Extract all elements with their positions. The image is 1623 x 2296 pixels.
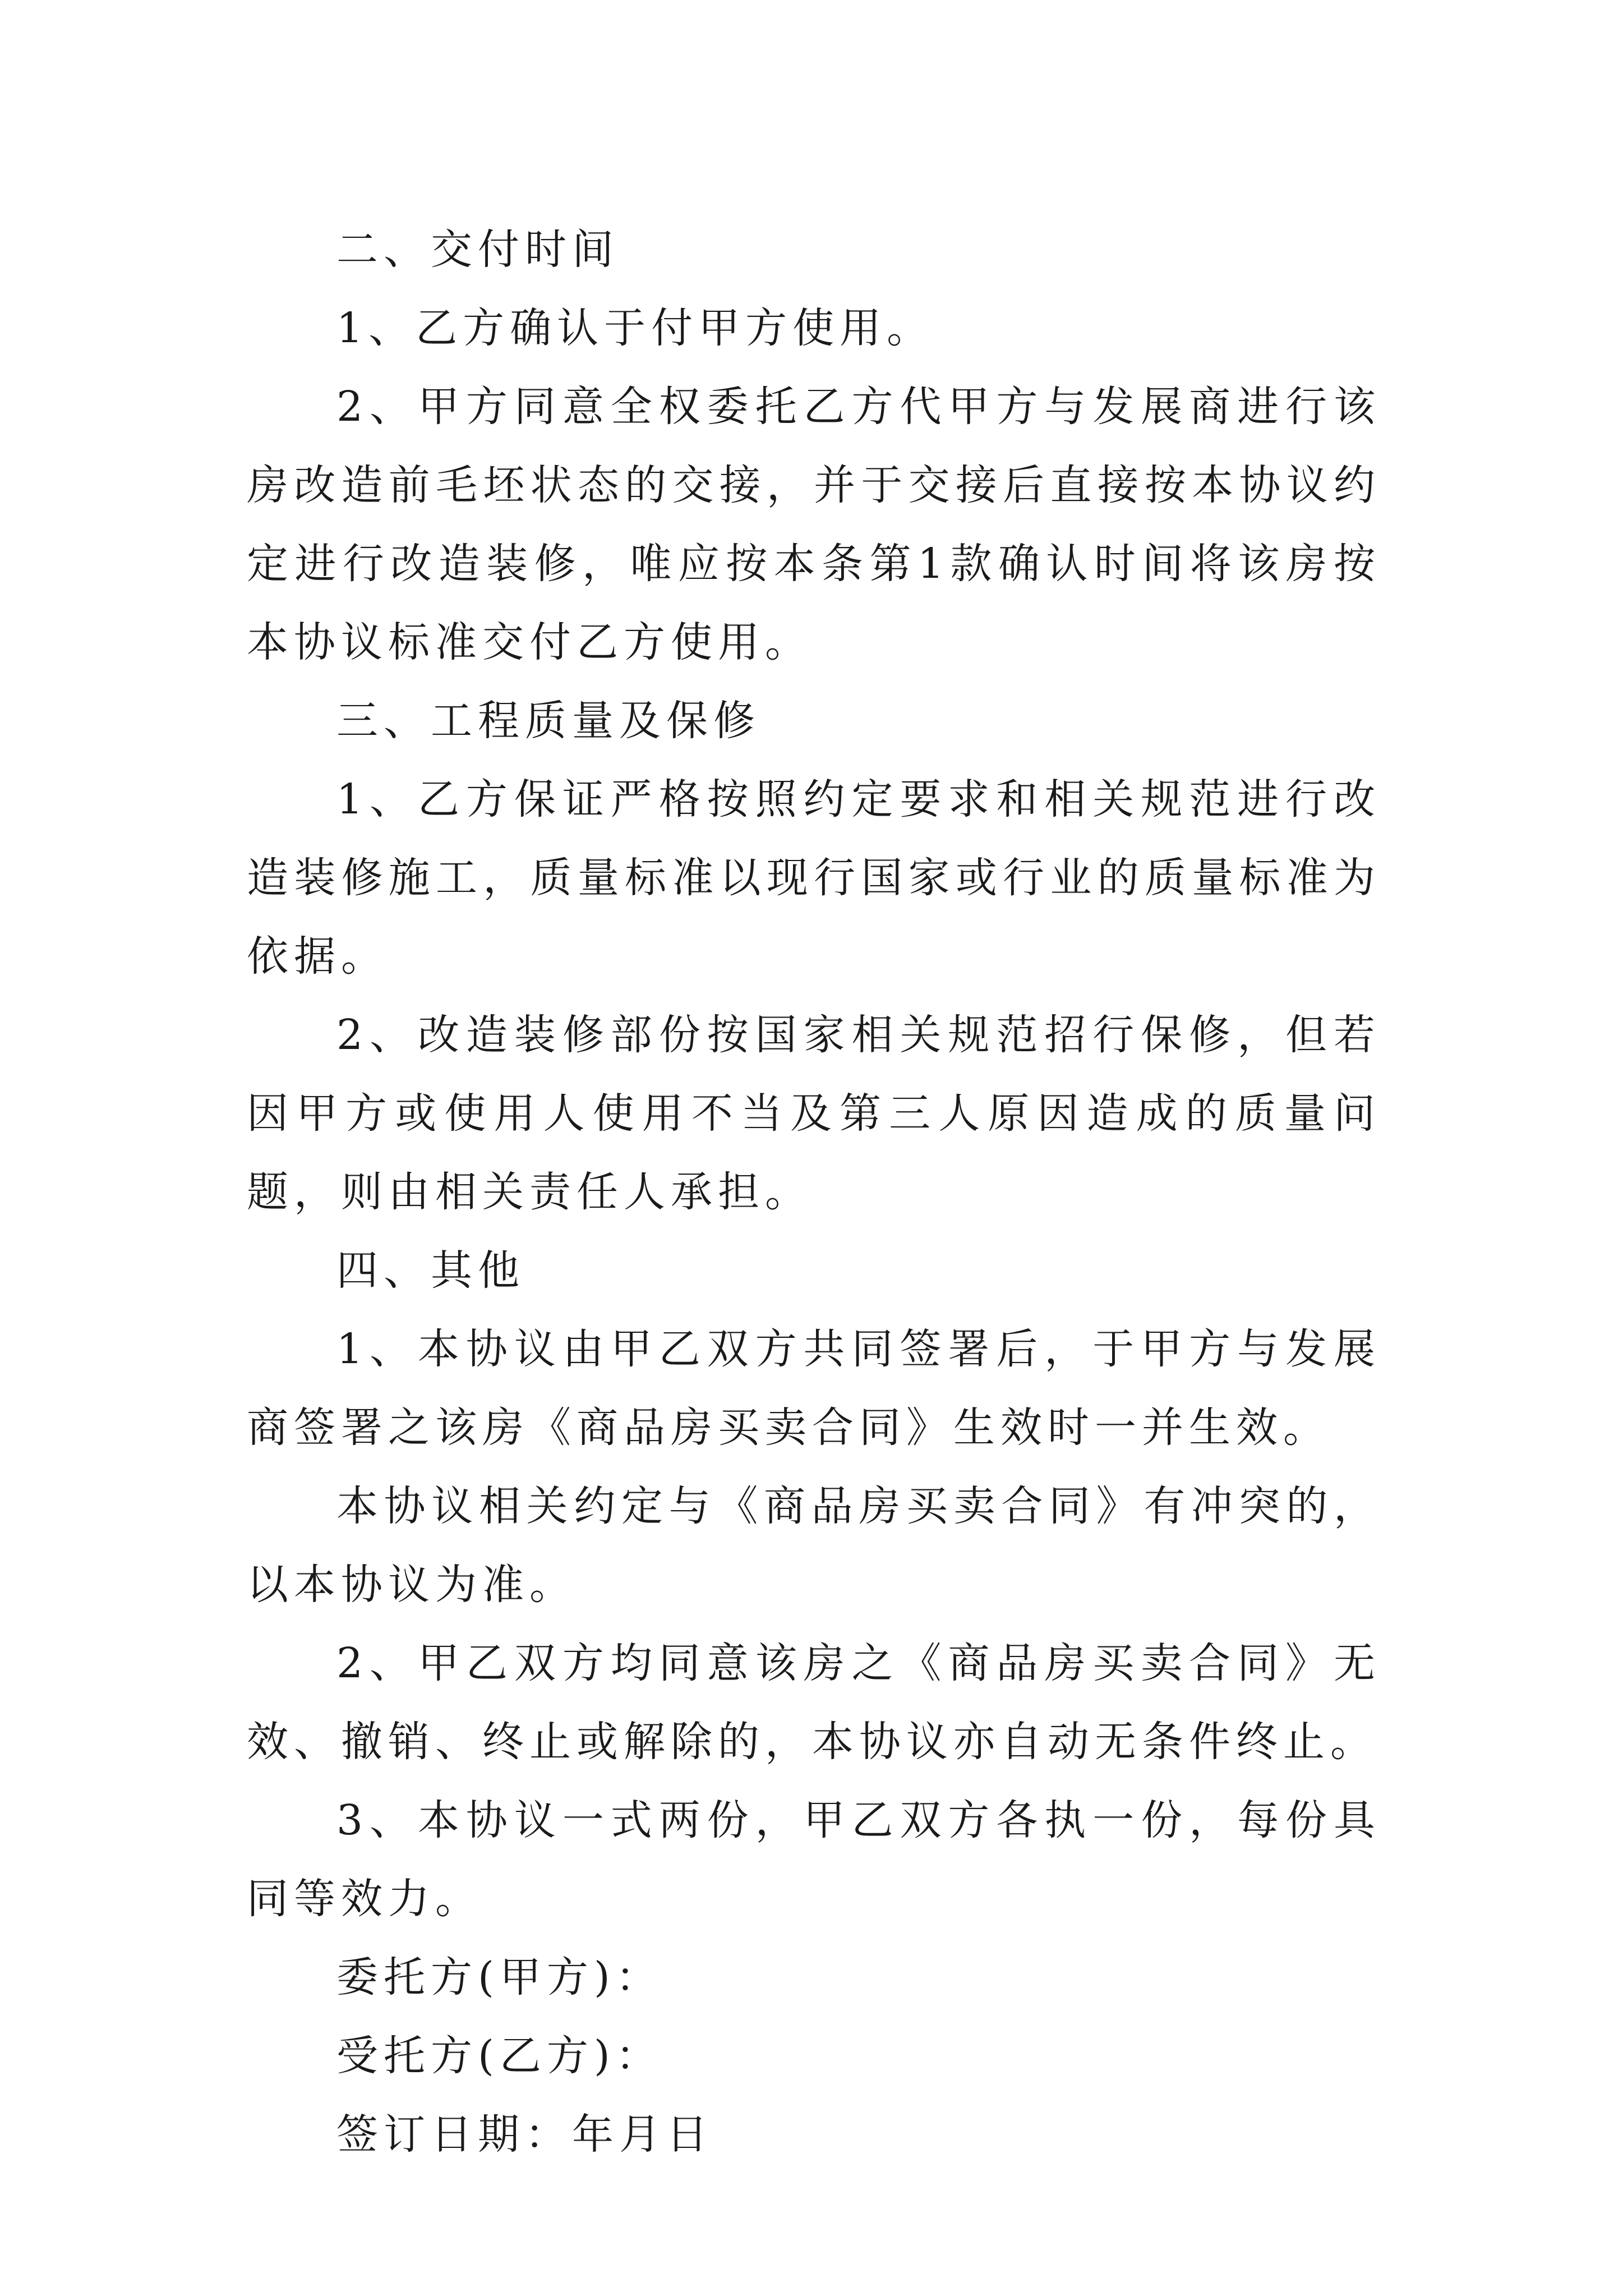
signing-date: 签订日期：年月日 (336, 2110, 713, 2159)
document-body (247, 210, 1381, 2174)
clause-other-2: 2、甲乙双方均同意该房之《商品房买卖合同》无效、撤销、终止或解除的，本协议亦自动无条件终止。 (247, 1639, 1381, 1766)
clause-other-1-note: 本协议相关约定与《商品房买卖合同》有冲突的，以本协议为准。 (247, 1482, 1381, 1609)
clause-delivery-1: 1、乙方确认于付甲方使用。 (336, 304, 934, 352)
clause-other-1: 1、本协议由甲乙双方共同签署后，于甲方与发展商签署之该房《商品房买卖合同》生效时一并生效。 (247, 1325, 1381, 1452)
clause-quality-2: 2、改造装修部份按国家相关规范招行保修，但若因甲方或使用人使用不当及第三人原因造成的质量问题，则由相关责任人承担。 (247, 1011, 1381, 1216)
section-heading-quality-warranty: 三、工程质量及保修 (336, 697, 760, 745)
signature-party-a: 委托方(甲方)： (336, 1953, 663, 2001)
section-heading-other: 四、其他 (336, 1246, 525, 1295)
clause-delivery-2: 2、甲方同意全权委托乙方代甲方与发展商进行该房改造前毛坯状态的交接，并于交接后直接按本协议约定进行改造装修，唯应按本条第1款确认时间将该房按本协议标准交付乙方使用。 (247, 383, 1381, 666)
clause-quality-1: 1、乙方保证严格按照约定要求和相关规范进行改造装修施工，质量标准以现行国家或行业的质量标准为依据。 (247, 775, 1381, 981)
clause-other-3: 3、本协议一式两份，甲乙双方各执一份，每份具同等效力。 (247, 1796, 1381, 1923)
section-heading-delivery-time: 二、交付时间 (336, 226, 619, 274)
signature-party-b: 受托方(乙方)： (336, 2032, 663, 2080)
